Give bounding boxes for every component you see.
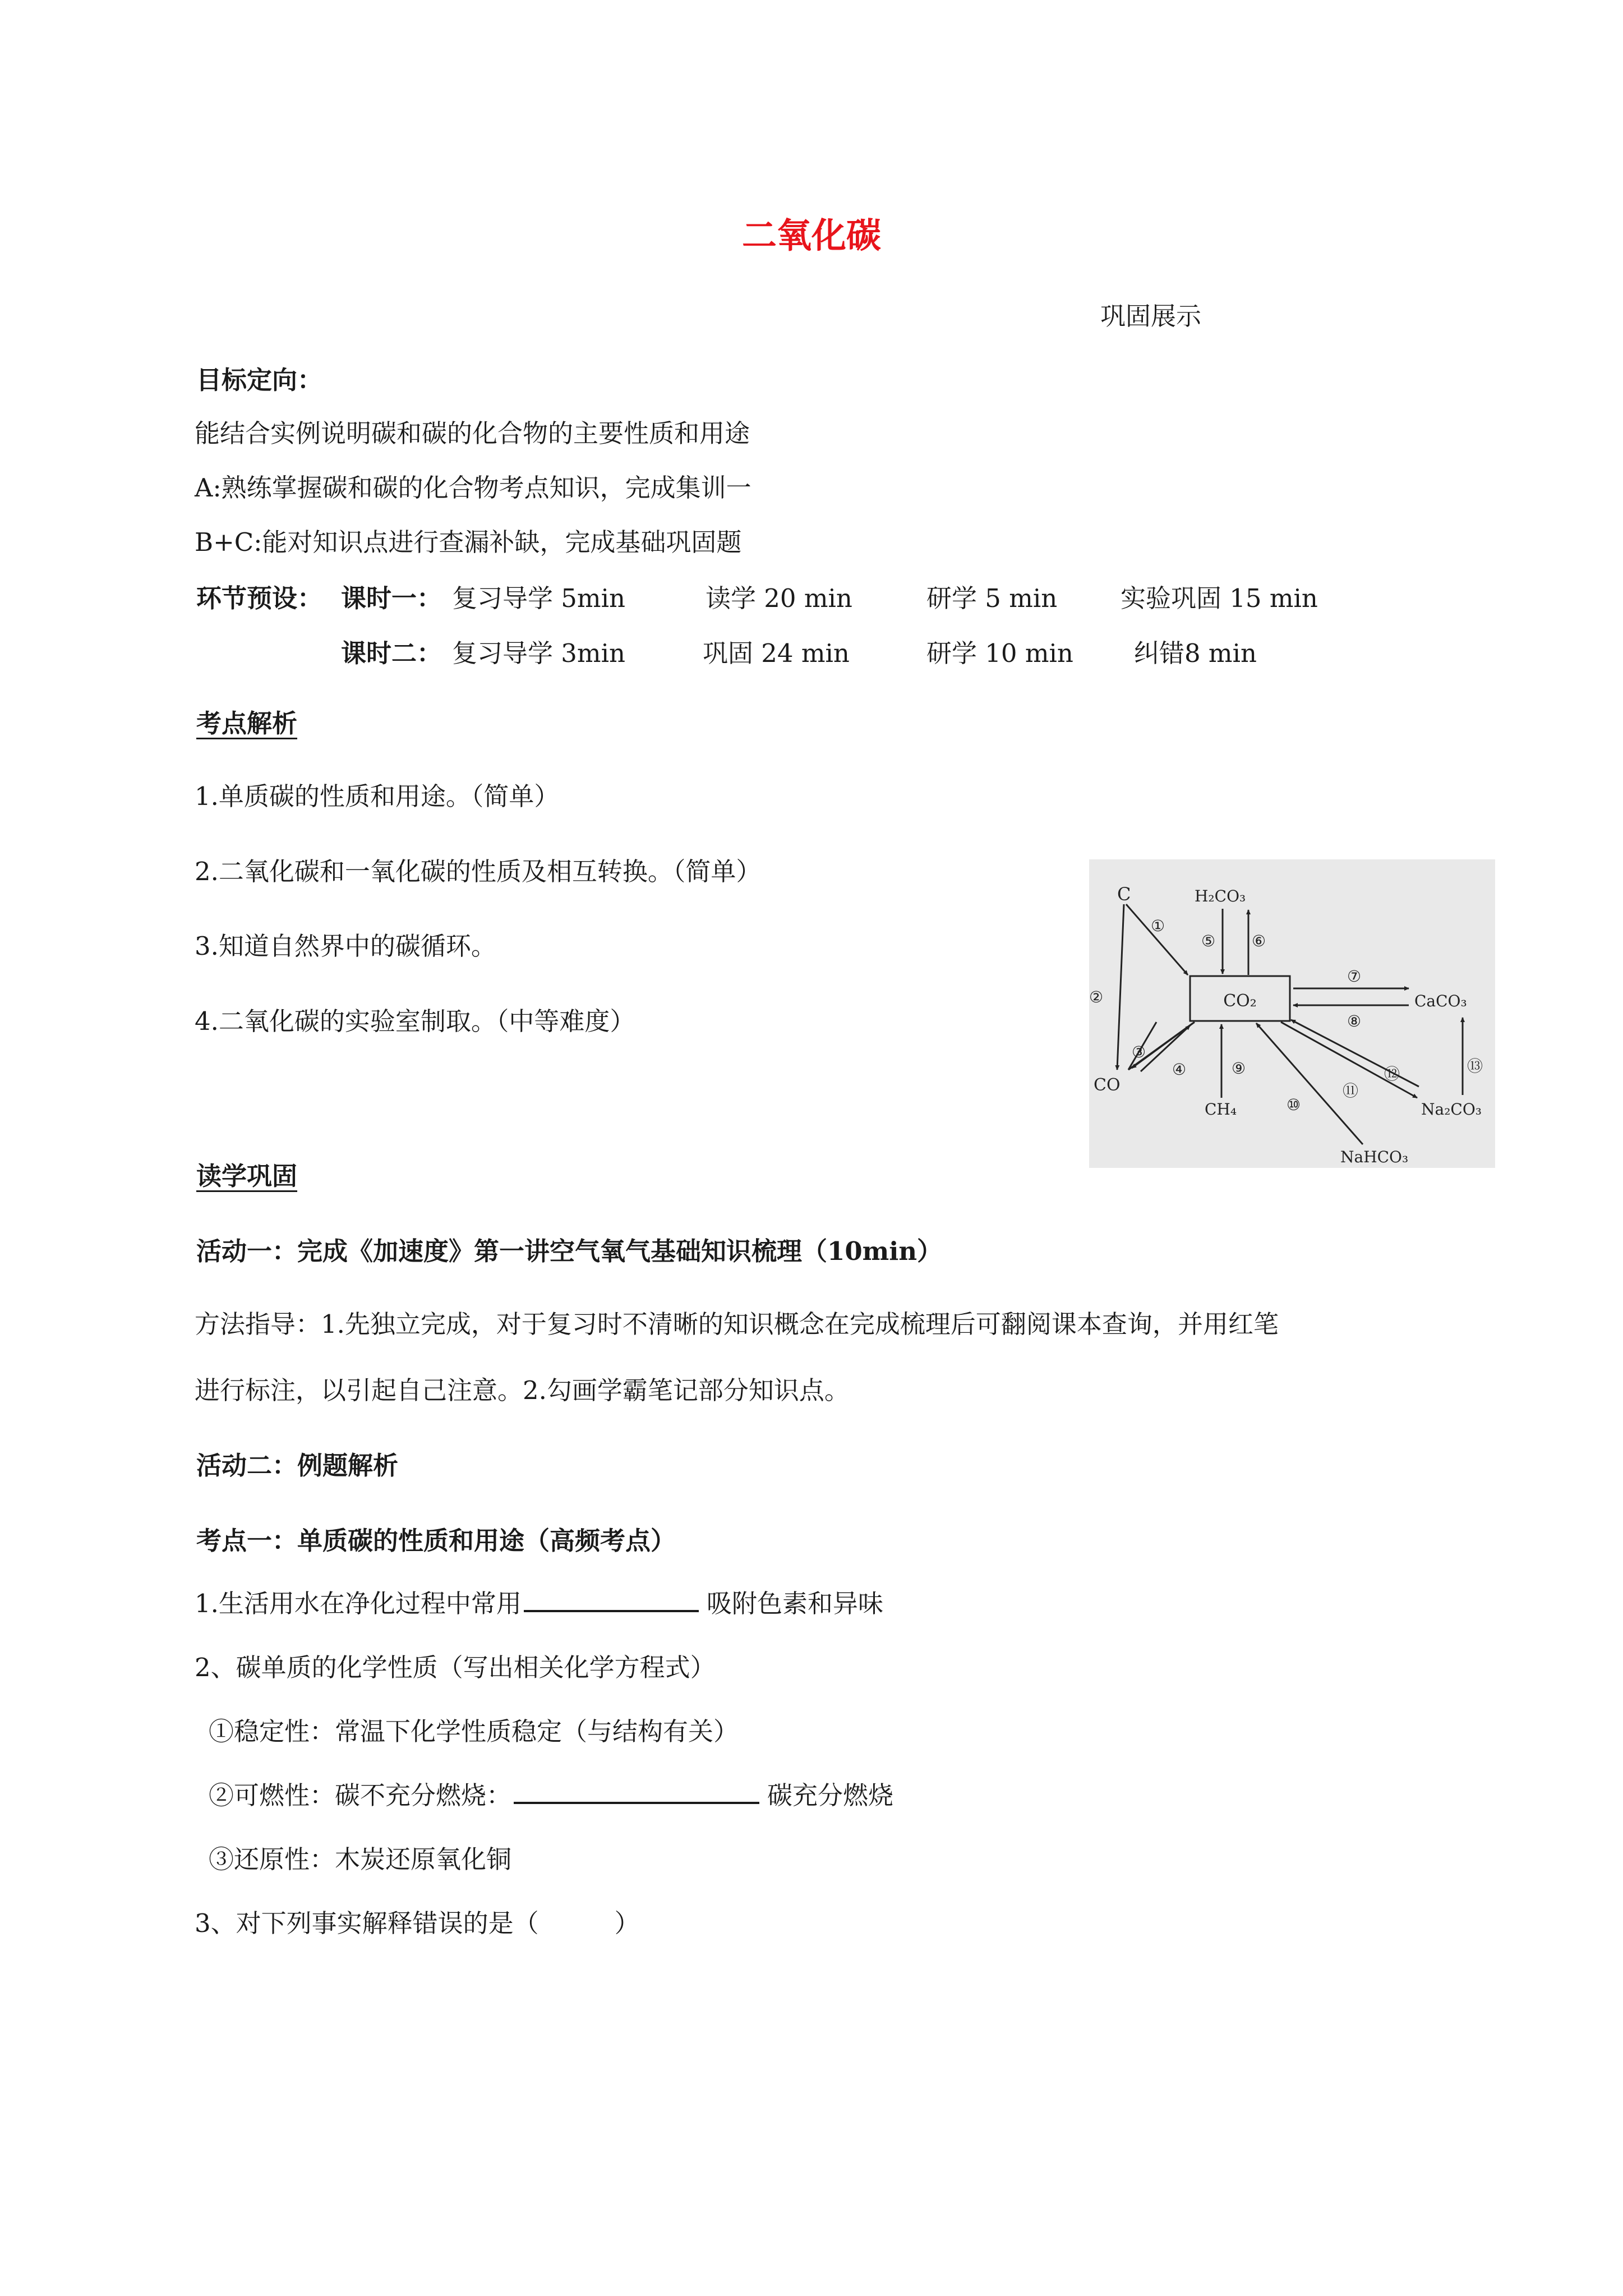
property-stability: ①稳定性：常温下化学性质稳定（与结构有关） (209, 1717, 739, 1746)
objective-line-a: A:熟练掌握碳和碳的化合物考点知识，完成集训一 (195, 473, 751, 503)
arrow-label: ② (1089, 988, 1104, 1006)
activity-one: 活动一：完成《加速度》第一讲空气氧气基础知识梳理（10min） (196, 1236, 943, 1266)
arrow-label: ⑥ (1252, 932, 1266, 950)
property-combustion (209, 1775, 893, 1811)
activity-two: 活动二：例题解析 (196, 1451, 399, 1480)
question-1-text: 1.生活用水在净化过程中常用 (195, 1589, 522, 1618)
node-na2co3: Na₂CO₃ (1421, 1100, 1482, 1119)
objective-line: 能结合实例说明碳和碳的化合物的主要性质和用途 (195, 418, 750, 448)
node-co: CO (1094, 1075, 1121, 1095)
kaodian-heading: 考点解析 (196, 708, 298, 738)
property-combustion-text: ②可燃性：碳不充分燃烧： (209, 1780, 512, 1810)
node-caco3: CaCO₃ (1414, 992, 1467, 1010)
question-1 (195, 1583, 883, 1619)
schedule-row1-item: 复习导学 5min (452, 583, 625, 613)
arrow-label: ④ (1172, 1060, 1187, 1079)
kaodian-item: 1.单质碳的性质和用途。（简单） (195, 781, 560, 811)
arrow-label: ⑦ (1347, 967, 1362, 986)
schedule-row2-item: 复习导学 3min (452, 638, 625, 668)
arrow-label: ⑤ (1201, 932, 1216, 950)
node-nahco3: NaHCO₃ (1340, 1148, 1409, 1166)
method-line: 方法指导：1.先独立完成，对于复习时不清晰的知识概念在完成梳理后可翻阅课本查询，并用红笔 (195, 1309, 1279, 1339)
point-one-heading: 考点一：单质碳的性质和用途（高频考点） (196, 1526, 676, 1556)
kaodian-item: 2.二氧化碳和一氧化碳的性质及相互转换。（简单） (195, 857, 762, 886)
schedule-row2-item: 巩固 24 min (703, 638, 850, 668)
node-co2: CO₂ (1223, 991, 1257, 1011)
duxue-heading: 读学巩固 (196, 1161, 298, 1191)
property-reduction: ③还原性：木炭还原氧化铜 (209, 1844, 512, 1874)
answer-blank[interactable] (524, 1588, 699, 1612)
schedule-heading: 环节预设： (196, 583, 323, 613)
node-h2co3: H₂CO₃ (1195, 887, 1246, 905)
arrow-label: ⑪ (1343, 1082, 1359, 1100)
schedule-row2-item: 研学 10 min (926, 638, 1073, 668)
carbon-cycle-diagram (1089, 859, 1495, 1168)
schedule-row2-item: 纠错8 min (1134, 638, 1257, 668)
schedule-row1-item: 实验巩固 15 min (1121, 583, 1318, 613)
schedule-row1-label: 课时一： (341, 583, 442, 613)
question-3: 3、对下列事实解释错误的是（ ） (195, 1908, 640, 1938)
kaodian-item: 4.二氧化碳的实验室制取。（中等难度） (195, 1006, 635, 1036)
section-label-gonggu: 巩固展示 (1100, 301, 1202, 331)
answer-blank[interactable] (514, 1779, 759, 1804)
question-1-text-end: 吸附色素和异味 (706, 1589, 883, 1618)
objective-line-bc: B+C:能对知识点进行查漏补缺，完成基础巩固题 (195, 527, 742, 557)
arrow-label: ⑬ (1467, 1057, 1483, 1075)
node-c: C (1117, 884, 1131, 905)
page-title: 二氧化碳 (741, 215, 881, 256)
arrow-label: ③ (1132, 1043, 1146, 1061)
question-2: 2、碳单质的化学性质（写出相关化学方程式） (195, 1653, 716, 1682)
arrow-label: ⑫ (1384, 1065, 1400, 1083)
schedule-row1-item: 研学 5 min (926, 583, 1058, 613)
arrow-label: ⑩ (1287, 1096, 1301, 1114)
node-ch4: CH₄ (1205, 1100, 1237, 1119)
kaodian-item: 3.知道自然界中的碳循环。 (195, 931, 496, 961)
arrow-label: ⑨ (1232, 1059, 1246, 1078)
arrow-label: ① (1151, 917, 1165, 935)
property-combustion-text-end: 碳充分燃烧 (767, 1780, 894, 1810)
objective-heading: 目标定向： (196, 365, 323, 395)
schedule-row1-item: 读学 20 min (706, 583, 852, 613)
method-line: 进行标注，以引起自己注意。2.勾画学霸笔记部分知识点。 (195, 1375, 850, 1405)
schedule-row2-label: 课时二： (341, 638, 442, 668)
arrow-label: ⑧ (1347, 1012, 1362, 1030)
